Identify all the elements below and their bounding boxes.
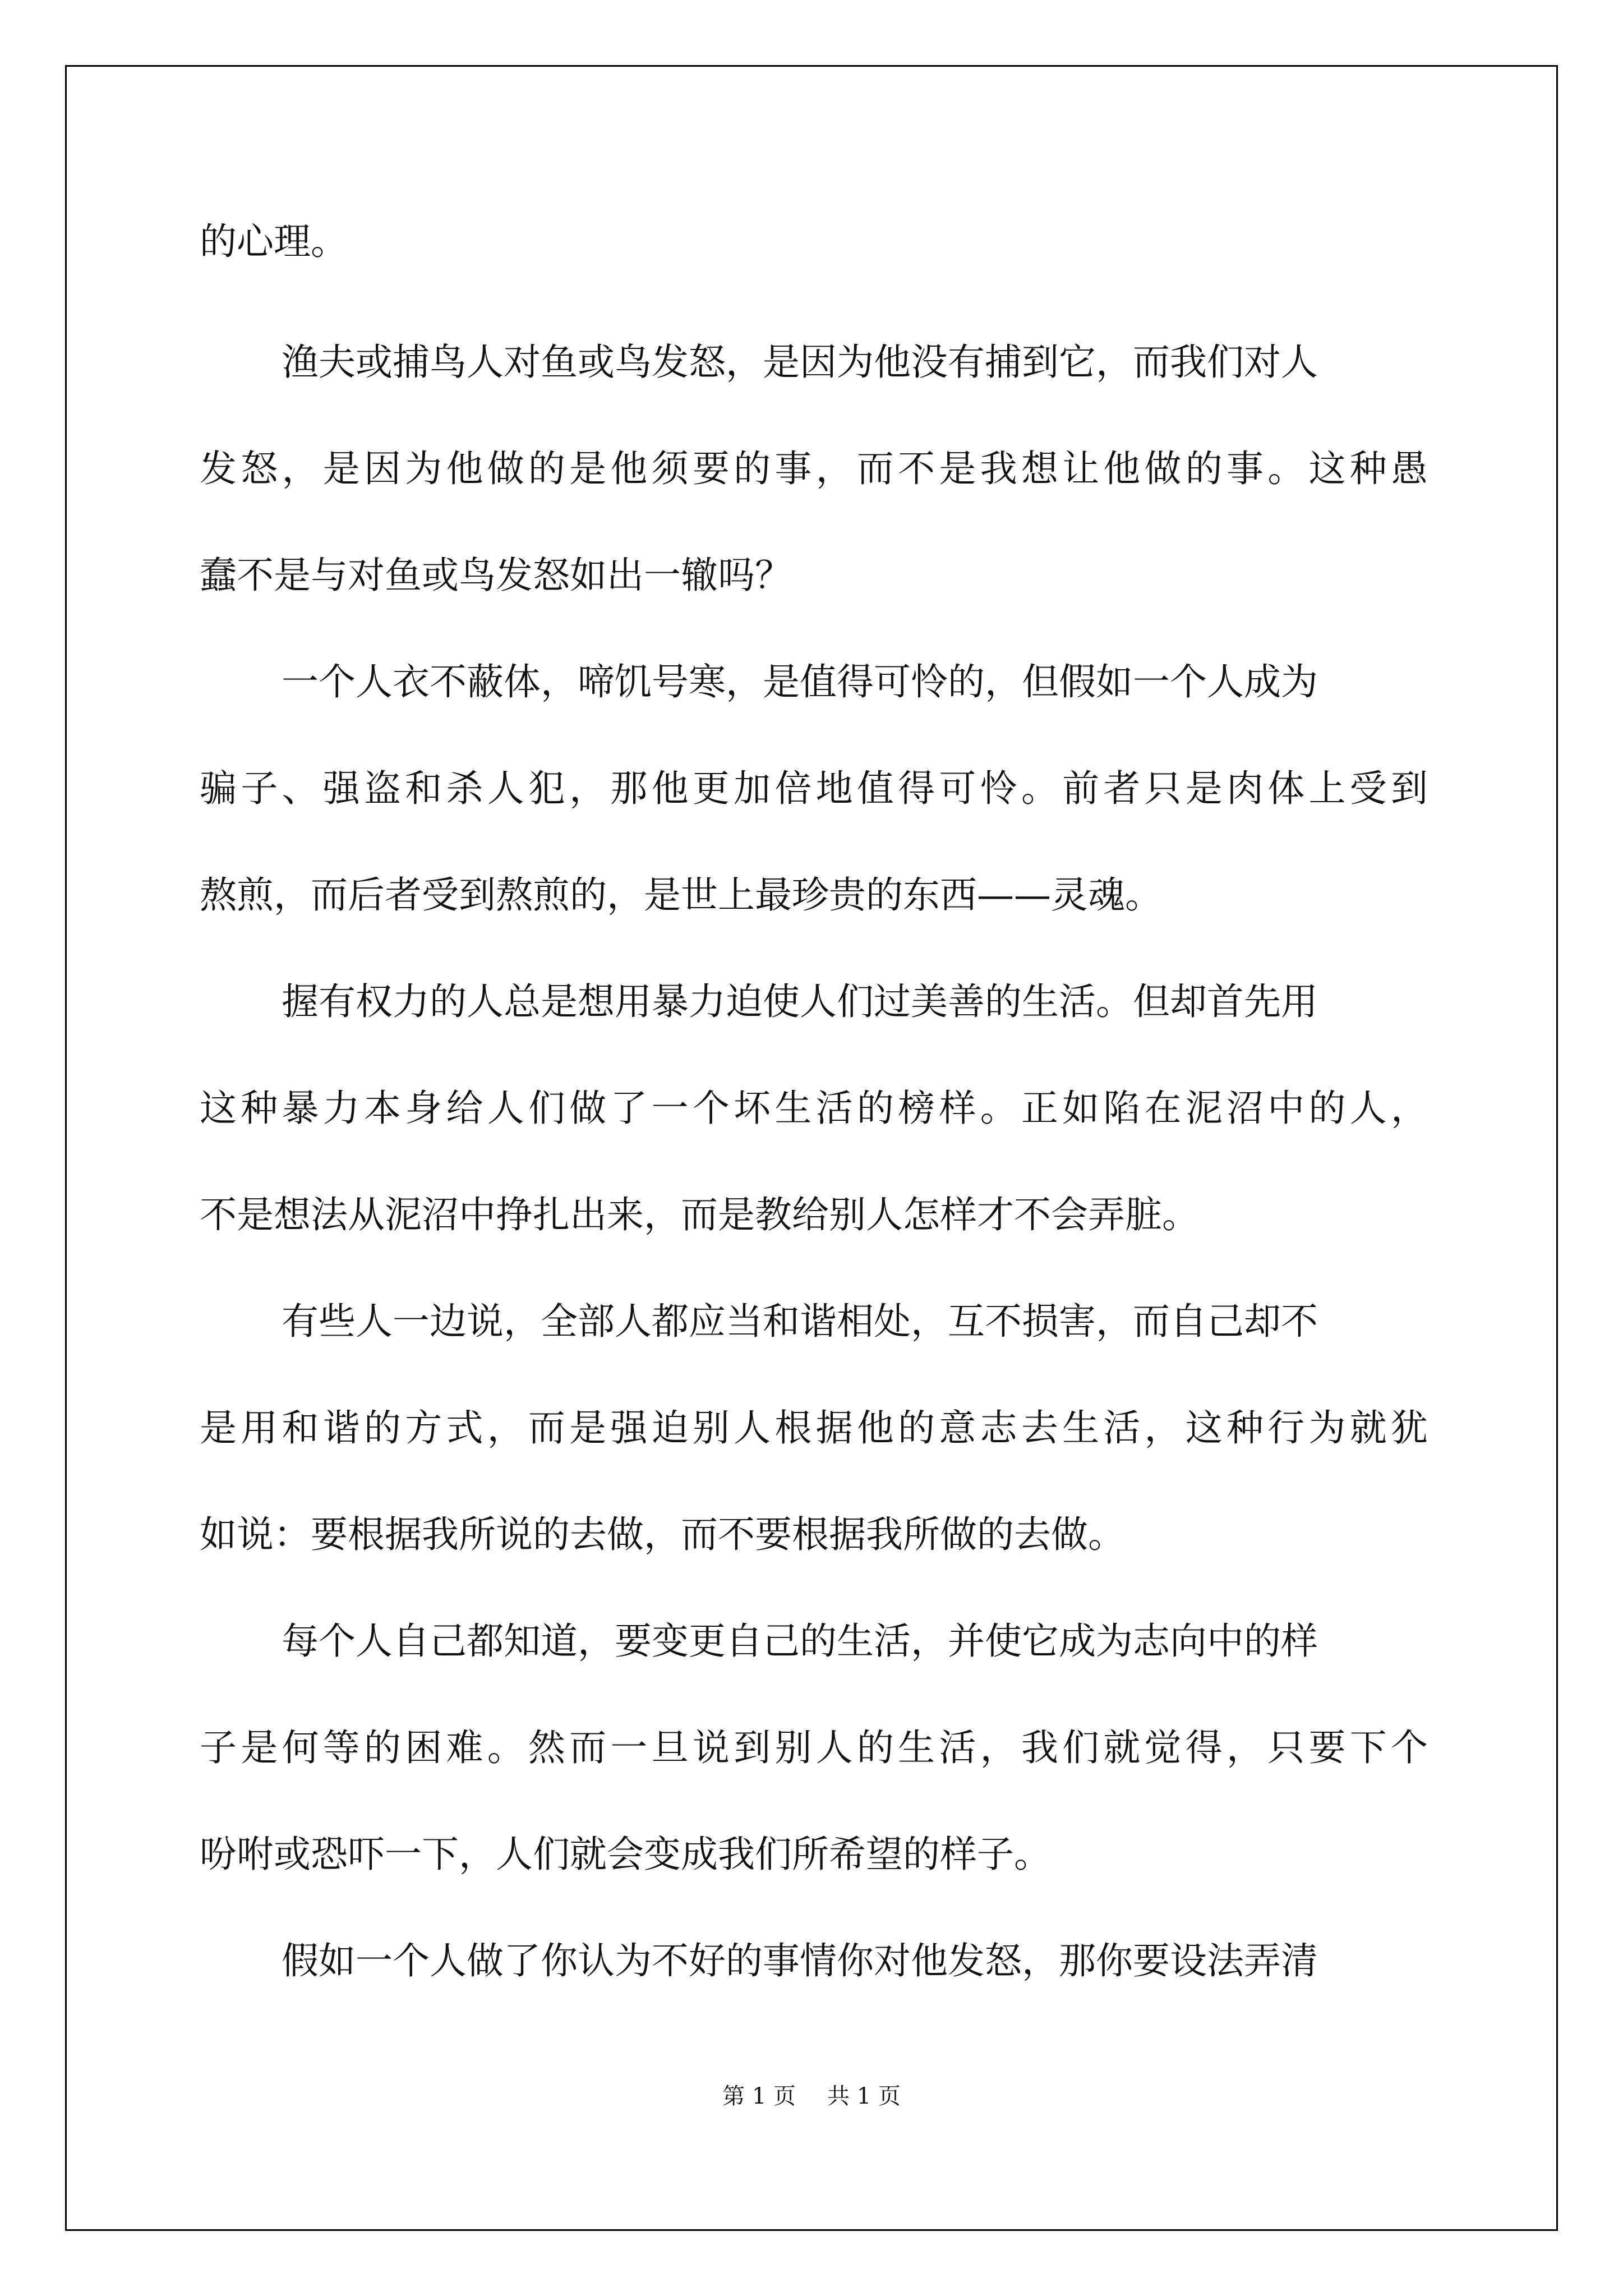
page-border: [65, 65, 1558, 2231]
text-line: 不是想法从泥沼中挣扎出来，而是教给别人怎样才不会弄脏。: [200, 1193, 1199, 1236]
page-footer: [0, 2085, 1623, 2108]
text-line: 吩咐或恐吓一下，人们就会变成我们所希望的样子。: [200, 1833, 1051, 1876]
text-line: 熬煎，而后者受到熬煎的，是世上最珍贵的东西——灵魂。: [200, 873, 1162, 917]
text-line: 骗子、强盗和杀人犯，那他更加倍地值得可怜。前者只是肉体上受到: [200, 767, 1428, 810]
text-line: 这种暴力本身给人们做了一个坏生活的榜样。正如陷在泥沼中的人，: [200, 1087, 1428, 1130]
page-number: 第 1 页: [722, 2083, 796, 2109]
text-line: 如说：要根据我所说的去做，而不要根据我所做的去做。: [200, 1513, 1125, 1556]
text-line: 发怒，是因为他做的是他须要的事，而不是我想让他做的事。这种愚: [200, 447, 1428, 490]
page-total: 共 1 页: [827, 2083, 901, 2109]
text-line: 握有权力的人总是想用暴力迫使人们过美善的生活。但却首先用: [282, 980, 1318, 1023]
text-line: 一个人衣不蔽体，啼饥号寒，是值得可怜的，但假如一个人成为: [282, 660, 1318, 703]
text-line: 蠢不是与对鱼或鸟发怒如出一辙吗？: [200, 554, 792, 597]
text-line: 渔夫或捕鸟人对鱼或鸟发怒，是因为他没有捕到它，而我们对人: [282, 341, 1318, 384]
text-line: 子是何等的困难。然而一旦说到别人的生活，我们就觉得，只要下个: [200, 1726, 1428, 1769]
text-line: 每个人自己都知道，要变更自己的生活，并使它成为志向中的样: [282, 1619, 1318, 1663]
text-line: 的心理。: [200, 220, 348, 263]
text-line: 有些人一边说，全部人都应当和谐相处，互不损害，而自己却不: [282, 1300, 1318, 1343]
text-line: 是用和谐的方式，而是强迫别人根据他的意志去生活，这种行为就犹: [200, 1406, 1428, 1450]
text-line: 假如一个人做了你认为不好的事情你对他发怒，那你要设法弄清: [282, 1939, 1318, 1982]
